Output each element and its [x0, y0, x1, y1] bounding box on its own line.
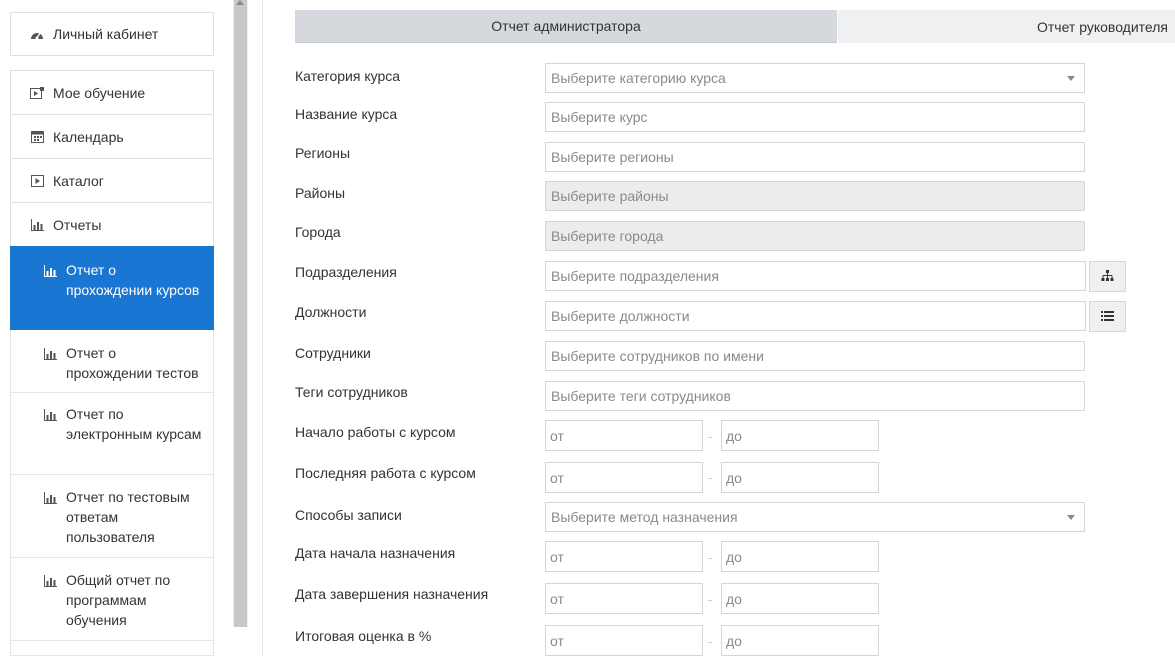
assign-start-from-input[interactable] [545, 541, 703, 572]
report-chart-icon [44, 572, 58, 586]
to-placeholder: до [726, 548, 742, 565]
to-placeholder: до [726, 427, 742, 444]
enroll-label: Способы записи [295, 507, 402, 523]
last-work-to-input[interactable] [721, 462, 879, 493]
sidebar-subitem-label: Отчет о прохождении курсов [66, 262, 200, 298]
department-tree-button[interactable] [1089, 261, 1126, 292]
last-work-from-input[interactable] [545, 462, 703, 493]
list-icon [1101, 308, 1114, 326]
assign-end-from-input[interactable] [545, 583, 703, 614]
tab-manager-report[interactable] [838, 10, 1175, 43]
range-separator: - [708, 592, 713, 607]
sidebar-item-label: Личный кабинет [53, 26, 159, 42]
districts-placeholder: Выберите районы [551, 188, 669, 204]
sidebar-subitem-course-report[interactable] [10, 246, 214, 330]
tab-label: Отчет руководителя [1037, 18, 1168, 35]
employees-placeholder: Выберите сотрудников по имени [551, 348, 764, 364]
category-placeholder: Выберите категорию курса [551, 70, 726, 86]
report-chart-icon [44, 406, 58, 420]
sitemap-icon [1101, 268, 1114, 286]
cities-label: Города [295, 224, 341, 240]
tab-label: Отчет администратора [491, 18, 641, 34]
enroll-placeholder: Выберите метод назначения [551, 509, 738, 525]
learning-icon [29, 86, 45, 100]
sidebar-item-label: Мое обучение [53, 84, 146, 101]
positions-placeholder: Выберите должности [551, 308, 690, 324]
districts-label: Районы [295, 185, 346, 201]
start-work-to-input[interactable] [721, 420, 879, 451]
course-placeholder: Выберите курс [551, 109, 648, 125]
start-work-from-input[interactable] [545, 420, 703, 451]
report-chart-icon [44, 345, 58, 359]
chevron-down-icon [1067, 76, 1075, 81]
from-placeholder: от [550, 548, 564, 565]
positions-list-button[interactable] [1089, 301, 1126, 332]
assign-start-label: Дата начала назначения [295, 545, 456, 561]
last-work-label: Последняя работа с курсом [295, 465, 476, 481]
to-placeholder: до [726, 632, 742, 649]
start-work-label: Начало работы с курсом [295, 424, 456, 440]
employees-label: Сотрудники [295, 345, 371, 361]
sidebar-subitem-label: Отчет по тестовым ответам пользователя [66, 489, 190, 545]
tab-admin-report[interactable] [295, 10, 837, 43]
catalog-icon [29, 174, 45, 188]
divider [262, 0, 263, 656]
departments-placeholder: Выберите подразделения [551, 268, 719, 284]
sidebar-subitem-label: Общий отчет по программам обучения [66, 572, 171, 628]
sidebar-subitem-label: Отчет по электронным курсам [66, 406, 202, 442]
course-label: Название курса [295, 106, 398, 122]
from-placeholder: от [550, 427, 564, 444]
chevron-down-icon [1067, 515, 1075, 520]
sidebar-subitem-next[interactable] [10, 641, 214, 656]
from-placeholder: от [550, 469, 564, 486]
cities-input[interactable] [545, 221, 1085, 251]
sidebar-item-label: Отчеты [53, 216, 102, 233]
calendar-icon [29, 130, 45, 144]
sidebar-item-calendar[interactable] [10, 114, 214, 159]
range-separator: - [708, 429, 713, 444]
score-label: Итоговая оценка в % [295, 628, 432, 644]
range-separator: - [708, 470, 713, 485]
tags-input[interactable] [545, 381, 1085, 411]
from-placeholder: от [550, 590, 564, 607]
sidebar-item-catalog[interactable] [10, 158, 214, 203]
sidebar-subitem-answers-report[interactable] [10, 475, 214, 558]
sidebar-item-my-learning[interactable] [10, 70, 214, 115]
departments-label: Подразделения [295, 264, 397, 280]
reports-icon [29, 218, 45, 232]
departments-input[interactable] [545, 261, 1086, 291]
regions-placeholder: Выберите регионы [551, 149, 674, 165]
tags-label: Теги сотрудников [295, 384, 408, 400]
sidebar-item-dashboard[interactable] [10, 12, 214, 56]
sidebar-item-label: Календарь [53, 128, 124, 145]
sidebar-scrollbar[interactable] [233, 0, 248, 627]
sidebar [0, 0, 232, 656]
category-label: Категория курса [295, 68, 401, 84]
sidebar-item-label: Каталог [53, 172, 104, 189]
report-chart-icon [44, 262, 58, 276]
enroll-select[interactable] [545, 502, 1085, 532]
tags-placeholder: Выберите теги сотрудников [551, 388, 731, 404]
dashboard-icon [29, 27, 45, 41]
sidebar-subitem-label: Отчет о прохождении тестов [66, 345, 199, 381]
positions-label: Должности [295, 304, 367, 320]
to-placeholder: до [726, 590, 742, 607]
districts-input[interactable] [545, 181, 1085, 211]
category-select[interactable] [545, 63, 1085, 93]
sidebar-subitem-test-report[interactable] [10, 330, 214, 393]
positions-input[interactable] [545, 301, 1086, 331]
score-to-input[interactable] [721, 625, 879, 656]
scroll-up-arrow-icon[interactable] [236, 0, 244, 5]
report-chart-icon [44, 489, 58, 503]
cities-placeholder: Выберите города [551, 228, 664, 244]
assign-end-to-input[interactable] [721, 583, 879, 614]
regions-input[interactable] [545, 142, 1085, 172]
range-separator: - [708, 634, 713, 649]
sidebar-subitem-elearning-report[interactable] [10, 393, 214, 475]
scrollbar-thumb[interactable] [234, 0, 247, 627]
sidebar-item-reports[interactable] [10, 202, 214, 247]
regions-label: Регионы [295, 145, 351, 161]
assign-start-to-input[interactable] [721, 541, 879, 572]
to-placeholder: до [726, 469, 742, 486]
range-separator: - [708, 550, 713, 565]
course-input[interactable] [545, 102, 1085, 132]
score-from-input[interactable] [545, 625, 703, 656]
from-placeholder: от [550, 632, 564, 649]
sidebar-subitem-programs-report[interactable] [10, 558, 214, 641]
employees-input[interactable] [545, 341, 1085, 371]
assign-end-label: Дата завершения назначения [295, 586, 489, 602]
